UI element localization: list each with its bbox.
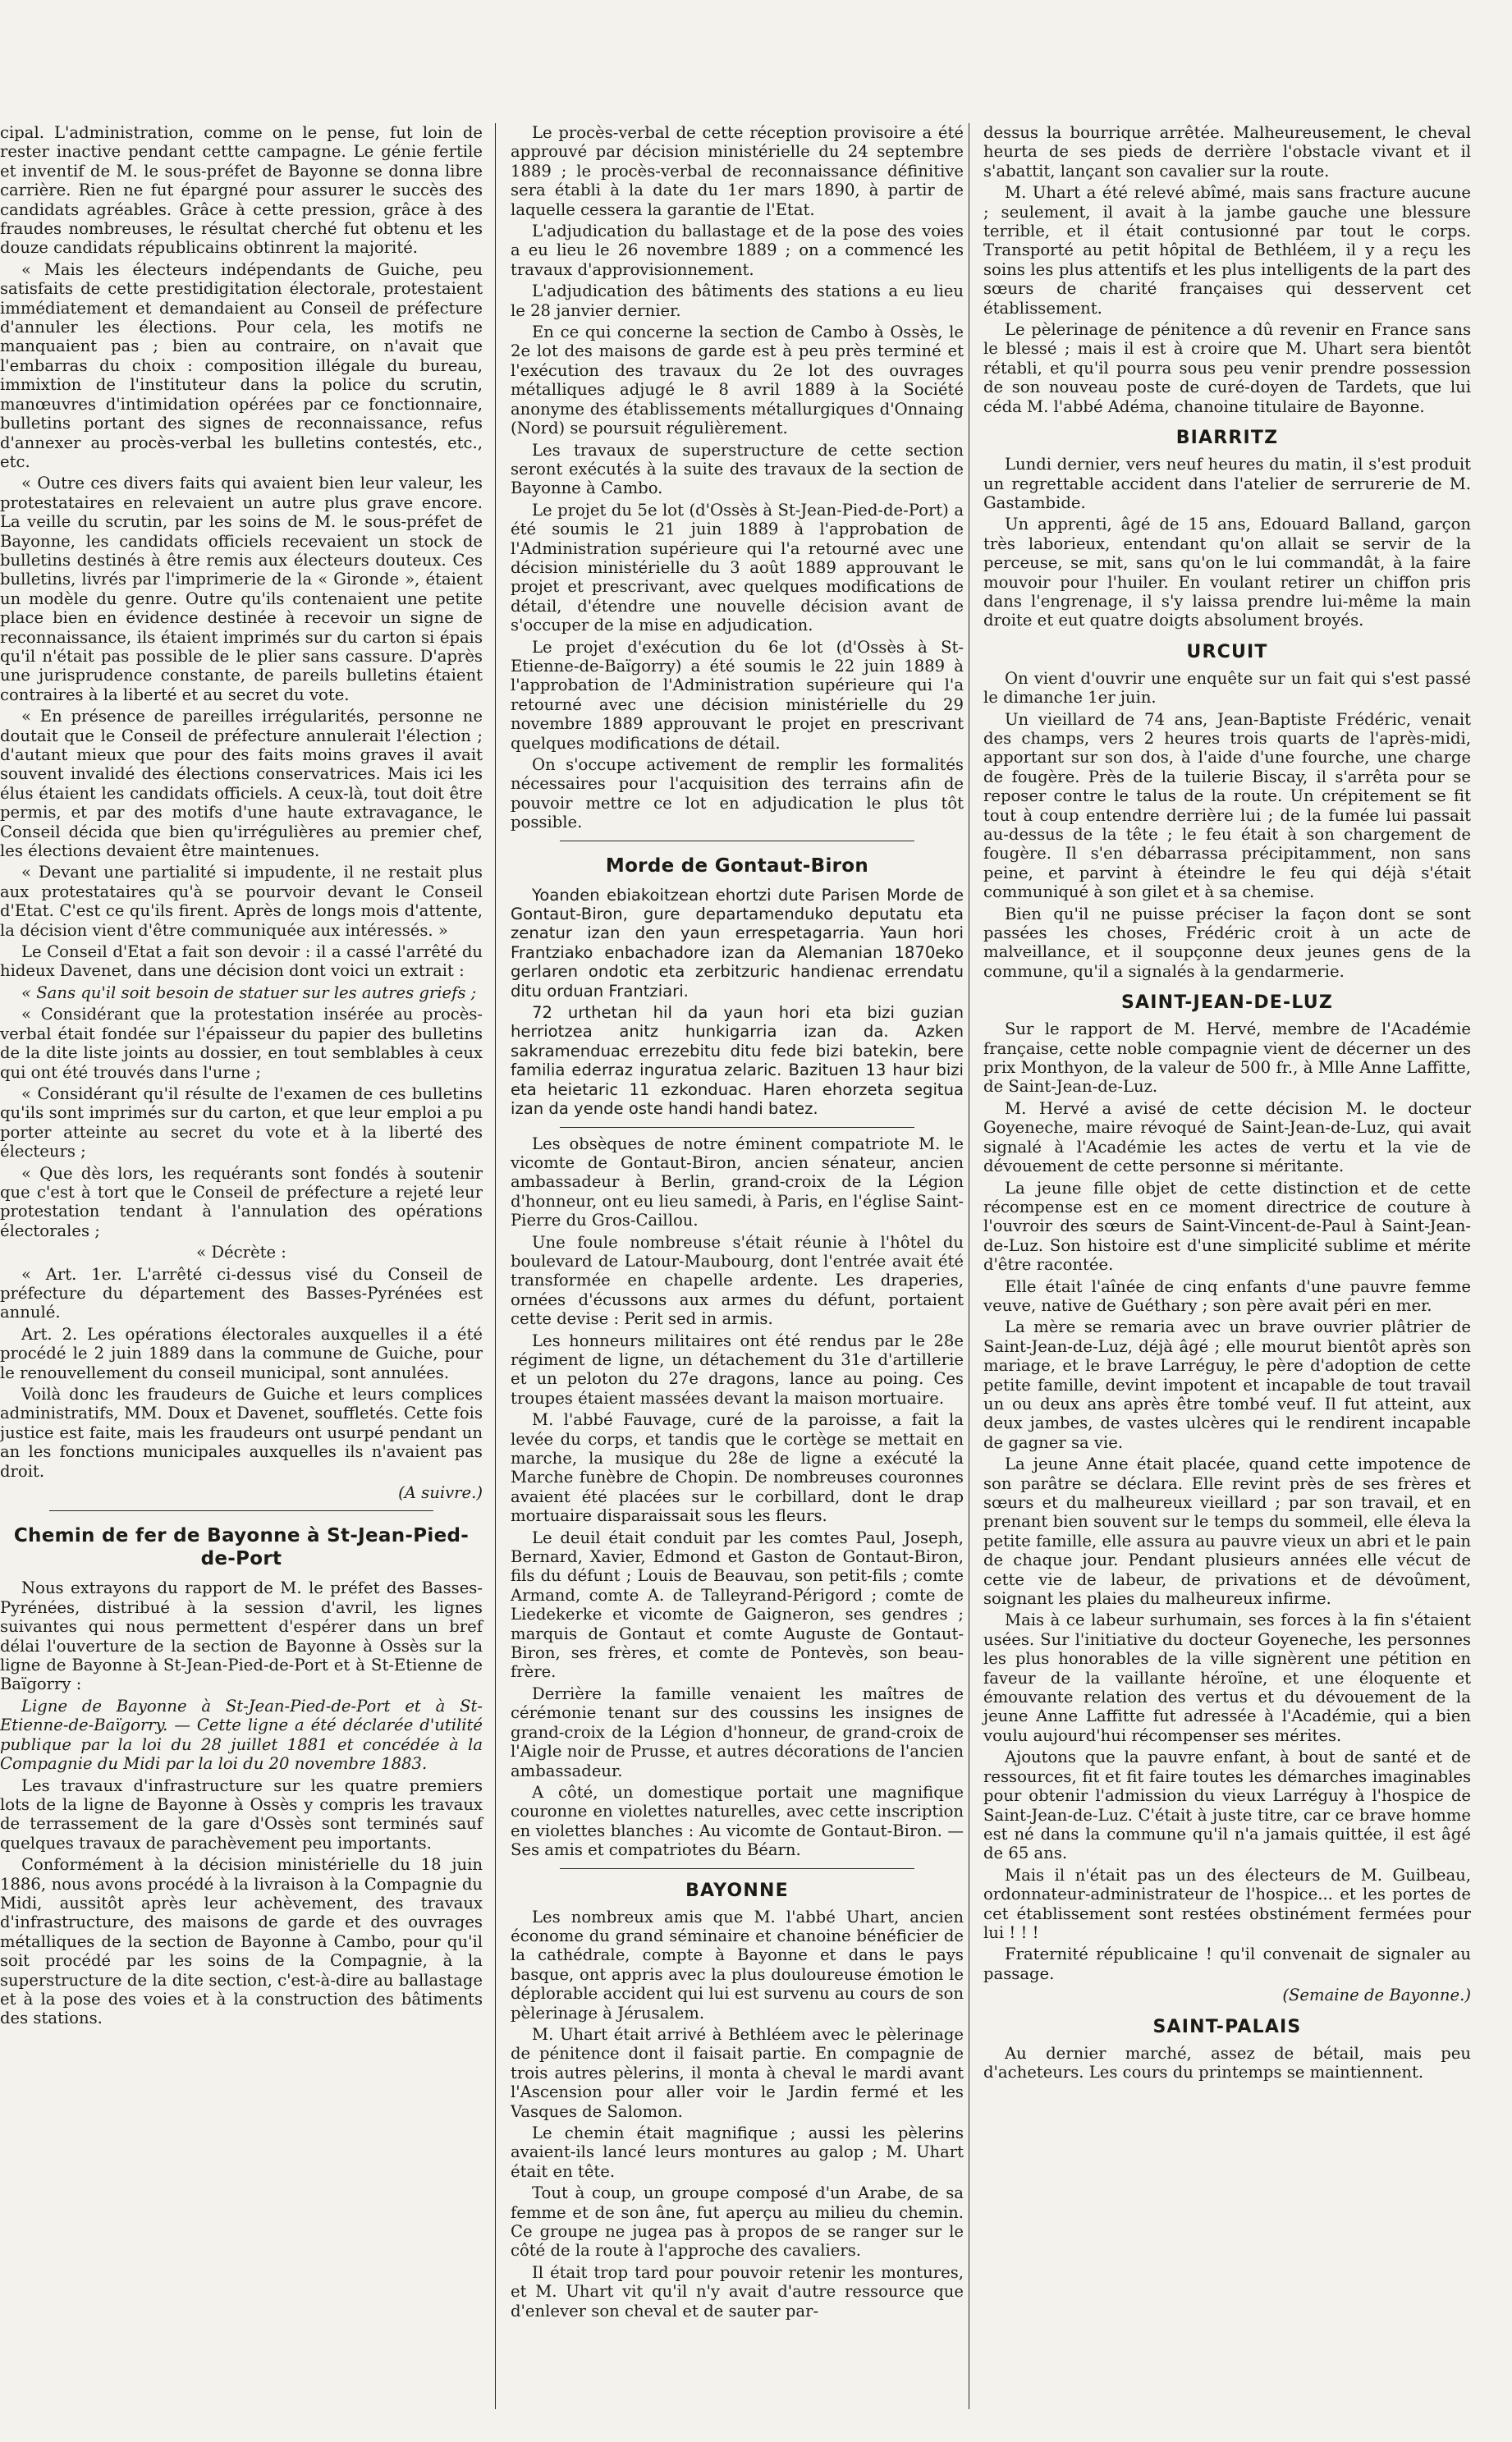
heading-bayonne: BAYONNE (685, 1880, 789, 1901)
article-paragraph: Voilà donc les fraudeurs de Guiche et leurs complices administratifs, MM. Doux et Davenet, souffletés. Cette fois justice est faite, mais les fraudeurs ont usurpé pendant un an les fonctions municipales auxquelles ils n'avaient pas droit. (0, 1385, 483, 1481)
article-paragraph: M. Uhart était arrivé à Bethléem avec le pèlerinage de pénitence dont il faisait partie. En compagnie de trois autres pèlerins, il monta à cheval le mardi avant l'Ascension pour aller voir le Jardin fermé et les Vasques de Salomon. (511, 2024, 964, 2121)
article-paragraph: Lundi dernier, vers neuf heures du matin, il s'est produit un regrettable accident dans l'atelier de serrurerie de M. Gastambide. (983, 455, 1471, 512)
article-paragraph: Ajoutons que la pauvre enfant, à bout de santé et de ressources, fit et fit faire toutes les démarches imaginables pour obtenir l'admission du vieux Larréguy à l'hospice de Saint-Jean-de-Luz. C'était à juste titre, car ce brave homme est né dans la commune qu'il n'a jamais quittée, il est âgé de 65 ans. (983, 1748, 1471, 1863)
article-paragraph: L'adjudication du ballastage et de la pose des voies a eu lieu le 26 novembre 1889 ; on a commencé les travaux d'approvisionnement. (511, 222, 964, 279)
heading-saint-palais: SAINT-PALAIS (1152, 2016, 1302, 2037)
article-paragraph: Derrière la famille venaient les maîtres de cérémonie tenant sur des coussins les insignes de grand-croix de la Légion d'honneur, de grand-croix de l'Aigle noir de Prusse, et autres décorations de l'ancien ambassadeur. (511, 1684, 964, 1780)
article-paragraph: dessus la bourrique arrêtée. Malheureusement, le cheval heurta de ses pieds de derrière l'obstacle vivant et il s'abattit, lançant son cavalier sur la route. (983, 123, 1471, 181)
heading-railway: Chemin de fer de Bayonne à St-Jean-Pied-de-Port (13, 1525, 470, 1570)
article-paragraph: Le procès-verbal de cette réception provisoire a été approuvé par décision ministérielle du 24 septembre 1889 ; le procès-verbal de reconnaissance définitive sera établi à la date du 1er mars 1890, à partir de laquelle cessera la garantie de l'Etat. (511, 123, 964, 219)
article-paragraph: Nous extrayons du rapport de M. le préfet des Basses-Pyrénées, distribué à la session d'avril, les lignes suivantes qui nous permettent d'espérer dans un bref délai l'ouverture de la section de Bayonne à Ossès sur la ligne de Bayonne à St-Jean-Pied-de-Port et à St-Etienne de Baïgorry : (0, 1578, 483, 1694)
article-paragraph: Les obsèques de notre éminent compatriote M. le vicomte de Gontaut-Biron, ancien sénateur, ancien ambassadeur à Berlin, grand-croix de la Légion d'honneur, ont eu lieu samedi, à Paris, en l'église Saint-Pierre du Gros-Caillou. (511, 1134, 964, 1230)
article-paragraph: M. Hervé a avisé de cette décision M. le docteur Goyeneche, maire révoqué de Saint-Jean-de-Luz, qui avait signalé à l'Académie les actes de vertu et la vie de dévouement de cette personne si méritante. (983, 1098, 1471, 1176)
article-paragraph: Bien qu'il ne puisse préciser la façon dont se sont passées les choses, Frédéric croit à un acte de malveillance, et il soupçonne deux jeunes gens de la commune, qu'il a signalés à la gendarmerie. (983, 904, 1471, 981)
article-paragraph: On vient d'ouvrir une enquête sur un fait qui s'est passé le dimanche 1er juin. (983, 668, 1471, 708)
column-right (972, 123, 1481, 2409)
article-paragraph: Elle était l'aînée de cinq enfants d'une pauvre femme veuve, native de Guéthary ; son père avait péri en mer. (983, 1276, 1471, 1315)
article-paragraph: L'adjudication des bâtiments des stations a eu lieu le 28 janvier dernier. (511, 282, 964, 320)
article-paragraph: Yoanden ebiakoitzean ehortzi dute Parisen Morde de Gontaut-Biron, gure departamenduko deputatu eta zenatur izan den yaun errespetagarria. Yaun hori Frantziako enbachadore izan da Alemanian 1870eko gerlaren ondotic eta zerbitzuric handienac errendatu ditu orduan Frantziari. (511, 885, 964, 1001)
article-paragraph: Les nombreux amis que M. l'abbé Uhart, ancien économe du grand séminaire et chanoine bénéficier de la cathédrale, compte à Bayonne et dans le pays basque, ont appris avec la plus douloureuse émotion le déplorable accident qui lui est survenu au cours de son pèlerinage à Jérusalem. (511, 1907, 964, 2023)
article-paragraph: « Sans qu'il soit besoin de statuer sur les autres griefs ; (21, 983, 477, 1002)
article-paragraph: Art. 2. Les opérations électorales auxquelles il a été procédé le 2 juin 1889 dans la commune de Guiche, pour le renouvellement du conseil municipal, sont annulées. (0, 1324, 483, 1382)
article-paragraph: La jeune Anne était placée, quand cette impotence de son parâtre se déclara. Elle revint près de ses frères et sœurs et du malheureux vieillard ; par son travail, et en prenant bien souvent sur le temps du sommeil, elle éleva la petite famille, elle assura au pauvre vieux un abri et le pain de chaque jour. Pendant plusieurs années elle vécut de cette vie de labeur, de privations et de dévoûment, soignant les plaies du malheureux infirme. (983, 1455, 1471, 1609)
article-paragraph: « Que dès lors, les requérants sont fondés à soutenir que c'est à tort que le Conseil de préfecture a rejeté leur protestation tendant à l'annulation des opérations électorales ; (0, 1163, 483, 1240)
column-rule (495, 123, 496, 2409)
article-paragraph: Mais à ce labeur surhumain, ses forces à la fin s'étaient usées. Sur l'initiative du docteur Goyeneche, les personnes les plus honorables de la ville signèrent une pétition en faveur de la vaillante héroïne, et une éloquente et émouvante relation des vertus et du dévouement de la jeune Anne Laffitte fut adressée à l'Académie, qui a bien voulu aujourd'hui récompenser ses mérites. (983, 1610, 1471, 1745)
article-paragraph: Une foule nombreuse s'était réunie à l'hôtel du boulevard de Latour-Maubourg, dont l'entrée avait été transformée en chapelle ardente. Les draperies, ornées d'écussons aux armes du défunt, portaient cette devise : Perit sed in armis. (511, 1232, 964, 1329)
article-paragraph: M. Uhart a été relevé abîmé, mais sans fracture aucune ; seulement, il avait à la jambe gauche une blessure terrible, et il était contusionné par tout le corps. Transporté au petit hôpital de Bethléem, il y a reçu les soins les plus attentifs et les plus intelligents de la part des sœurs de charité françaises qui desservent cet établissement. (983, 183, 1471, 318)
heading-biarritz: BIARRITZ (1175, 428, 1279, 449)
article-paragraph: La jeune fille objet de cette distinction et de cette récompense est en ce moment directrice de couture à l'ouvroir des sœurs de Saint-Vincent-de-Paul à Saint-Jean-de-Luz. Son histoire est d'une simplicité sublime et mérite d'être racontée. (983, 1178, 1471, 1275)
article-paragraph: A côté, un domestique portait une magnifique couronne en violettes naturelles, avec cette inscription en violettes blanches : Au vicomte de Gontaut-Biron. — Ses amis et compatriotes du Béarn. (511, 1782, 964, 1860)
column-left (0, 123, 491, 2409)
article-paragraph: Au dernier marché, assez de bétail, mais peu d'acheteurs. Les cours du printemps se maintiennent. (983, 2043, 1471, 2082)
article-paragraph: Le Conseil d'Etat a fait son devoir : il a cassé l'arrêté du hideux Davenet, dans une décision dont voici un extrait : (0, 942, 483, 981)
article-paragraph: Mais il n'était pas un des électeurs de M. Guilbeau, ordonnateur-administrateur de l'hospice... et les portes de cet établissement sont restées obstinément fermées pour lui ! ! ! (983, 1865, 1471, 1942)
article-paragraph: Les travaux d'infrastructure sur les quatre premiers lots de la ligne de Bayonne à Ossès y compris les travaux de terrassement de la gare d'Ossès sont terminés sauf quelques travaux de parachèvement peu importants. (0, 1775, 483, 1853)
heading-saint-jean-de-luz: SAINT-JEAN-DE-LUZ (1120, 992, 1334, 1014)
article-paragraph: « Considérant que la protestation insérée au procès-verbal était fondée sur l'épaisseur du papier des bulletins de la dite liste joints au dossier, en tout semblables à ceux qui ont été trouvés dans l'urne ; (0, 1005, 483, 1082)
column-middle (501, 123, 974, 2409)
article-paragraph: Tout à coup, un groupe composé d'un Arabe, de sa femme et de son âne, fut aperçu au milieu du chemin. Ce groupe ne jugea pas à propos de se ranger sur le côté de la route à l'approche des cavaliers. (511, 2183, 964, 2261)
section-divider (560, 1868, 914, 1869)
article-paragraph: cipal. L'administration, comme on le pense, fut loin de rester inactive pendant cettte campagne. Le génie fertile et inventif de M. le sous-préfet de Bayonne se donna libre carrière. Rien ne fut épargné pour assurer le succès des candidats agréables. Grâce à cette pression, grâce à des fraudes nombreuses, le résultat cherché fut obtenu et les douze candidats républicains obtinrent la majorité. (0, 123, 483, 258)
article-paragraph: Le deuil était conduit par les comtes Paul, Joseph, Bernard, Xavier, Edmond et Gaston de Gontaut-Biron, fils du défunt ; Louis de Beauvau, son petit-fils ; comte Armand, comte A. de Talleyrand-Périgord ; comte de Liedekerke et vicomte de Gaigneron, ses gendres ; marquis de Gontaut et comte Auguste de Gontaut-Biron, ses frères, et comte de Pontevès, son beau-frère. (511, 1528, 964, 1682)
article-signoff: (Semaine de Bayonne.) (1282, 1986, 1471, 2005)
article-paragraph: « Mais les électeurs indépendants de Guiche, peu satisfaits de cette prestidigitation électorale, protestaient immédiatement et demandaient au Conseil de préfecture d'annuler les élections. Pour cela, les motifs ne manquaient pas ; bien au contraire, on n'avait que l'embarras du choix : composition illégale du bureau, immixtion de l'instituteur dans la police du scrutin, manœuvres d'intimidation opérées par ce fonctionnaire, bulletins portant des signes de reconnaissance, refus d'annexer au procès-verbal les bulletins contestés, etc., etc. (0, 259, 483, 471)
heading-gontaut: Morde de Gontaut-Biron (605, 854, 869, 877)
article-paragraph: Les travaux de superstructure de cette section seront exécutés à la suite des travaux de la section de Bayonne à Cambo. (511, 440, 964, 498)
article-paragraph: « Décrète : (196, 1243, 286, 1262)
article-paragraph: Le chemin était magnifique ; aussi les pèlerins avaient-ils lancé leurs montures au galop ; M. Uhart était en tête. (511, 2124, 964, 2181)
article-paragraph: En ce qui concerne la section de Cambo à Ossès, le 2e lot des maisons de garde est à peu près terminé et l'exécution des travaux du 2e lot des ouvrages métalliques adjugé le 8 avril 1889 à la Société anonyme des établissements métallurgiques d'Onnaing (Nord) se poursuit régulièrement. (511, 323, 964, 438)
section-divider (560, 1127, 914, 1128)
article-paragraph: « Considérant qu'il résulte de l'examen de ces bulletins qu'ils sont imprimés sur du carton, et que leur emploi a pu porter atteinte au secret du vote et à la liberté des électeurs ; (0, 1084, 483, 1161)
article-paragraph: « Art. 1er. L'arrêté ci-dessus visé du Conseil de préfecture du département des Basses-Pyrénées est annulé. (0, 1264, 483, 1322)
article-paragraph: « En présence de pareilles irrégularités, personne ne doutait que le Conseil de préfecture annulerait l'élection ; d'autant mieux que pour des faits moins graves il avait souvent invalidé des élections conservatrices. Mais ici les élus étaient les candidats officiels. A ceux-là, tout doit être permis, et par des motifs d'une haute extravagance, le Conseil décida que bien qu'irrégulières au premier chef, les élections devaient être maintenues. (0, 707, 483, 861)
article-paragraph: Un vieillard de 74 ans, Jean-Baptiste Frédéric, venait des champs, vers 2 heures trois quarts de l'après-midi, apportant sur son dos, à l'aide d'une fourche, une charge de fougère. Près de la tuilerie Biscay, il s'arrêta pour se reposer contre le talus de la route. Un crépitement se fit tout à coup entendre derrière lui ; de la fumée lui passait au-dessus de la tête ; le feu était à son chargement de fougère. Il s'en débarrassa précipitamment, non sans peine, et parvint à éteindre le feu qui déjà s'était communiqué à son gilet et à sa chemise. (983, 709, 1471, 902)
article-paragraph: Le projet du 5e lot (d'Ossès à St-Jean-Pied-de-Port) a été soumis le 21 juin 1889 à l'approbation de l'Administration supérieure qui l'a retourné avec une décision ministérielle du 3 août 1889 approuvant le projet et prescrivant, avec quelques modifications de détail, d'étendre une nouvelle décision avant de s'occuper de la mise en adjudication. (511, 500, 964, 635)
article-paragraph: Ligne de Bayonne à St-Jean-Pied-de-Port et à St-Etienne-de-Baïgorry. — Cette ligne a été déclarée d'utilité publique par la loi du 28 juillet 1881 et concédée à la Compagnie du Midi par la loi du 20 novembre 1883. (0, 1696, 483, 1774)
article-signoff: (A suivre.) (398, 1483, 483, 1503)
article-paragraph: Les honneurs militaires ont été rendus par le 28e régiment de ligne, un détachement du 31e d'artillerie et un peloton du 27e dragons, lance au poing. Ces troupes étaient massées devant la maison mortuaire. (511, 1331, 964, 1408)
article-paragraph: « Outre ces divers faits qui avaient bien leur valeur, les protestataires en relevaient un autre plus grave encore. La veille du scrutin, par les soins de M. le sous-préfet de Bayonne, les candidats officiels recevaient un stock de bulletins destinés à être remis aux électeurs douteux. Ces bulletins, livrés par l'imprimerie de la « Gironde », étaient un modèle du genre. Outre qu'ils contenaient une petite place bien en évidence destinée à recevoir un signe de reconnaissance, ils étaient imprimés sur du carton si épais qu'il n'était pas possible de le plier sans cassure. D'après une jurisprudence constante, de pareils bulletins étaient contraires à la liberté et au secret du vote. (0, 474, 483, 704)
article-paragraph: Conformément à la décision ministérielle du 18 juin 1886, nous avons procédé à la livraison à la Compagnie du Midi, aussitôt après leur achèvement, des travaux d'infrastructure, des maisons de garde et des ouvrages métalliques de la section de Bayonne à Cambo, pour qu'il soit procédé par les soins de la Compagnie, à la superstructure de la dite section, c'est-à-dire au ballastage et à la pose des voies et à la construction des bâtiments des stations. (0, 1855, 483, 2028)
article-paragraph: Le projet d'exécution du 6e lot (d'Ossès à St-Etienne-de-Baïgorry) a été soumis le 22 juin 1889 à l'approbation de l'Administration supérieure qui l'a retourné avec une décision ministérielle du 29 novembre 1889 approuvant le projet en prescrivant quelques modifications de détail. (511, 637, 964, 753)
article-paragraph: « Devant une partialité si impudente, il ne restait plus aux protestataires qu'à se pourvoir devant le Conseil d'Etat. C'est ce qu'ils firent. Après de longs mois d'attente, la décision vient d'être communiquée aux intéressés. » (0, 863, 483, 940)
heading-urcuit: URCUIT (1186, 641, 1268, 662)
article-paragraph: On s'occupe activement de remplir les formalités nécessaires pour l'acquisition des terrains afin de pouvoir mettre ce lot en adjudication le plus tôt possible. (511, 755, 964, 832)
article-paragraph: Un apprenti, âgé de 15 ans, Edouard Balland, garçon très laborieux, entendant qu'on allait se servir de la perceuse, se mit, sans qu'on le lui commandât, à la faire mouvoir pour l'huiler. En voulant retirer un chiffon pris dans l'engrenage, il s'y laissa prendre lui-même la main droite et eut quatre doigts absolument broyés. (983, 515, 1471, 630)
article-paragraph: Le pèlerinage de pénitence a dû revenir en France sans le blessé ; mais il est à croire que M. Uhart sera bientôt rétabli, et qu'il pourra sous peu venir prendre possession de son nouveau poste de curé-doyen de Tardets, que lui céda M. l'abbé Adéma, chanoine titulaire de Bayonne. (983, 320, 1471, 416)
article-paragraph: Sur le rapport de M. Hervé, membre de l'Académie française, cette noble compagnie vient de décerner un des prix Monthyon, de la valeur de 500 fr., à Mlle Anne Laffitte, de Saint-Jean-de-Luz. (983, 1019, 1471, 1097)
section-divider (49, 1510, 433, 1511)
article-paragraph: M. l'abbé Fauvage, curé de la paroisse, a fait la levée du corps, et tandis que le cortège se mettait en marche, la musique du 28e de ligne a exécuté la Marche funèbre de Chopin. De nombreuses couronnes avaient été placées sur le corbillard, dont le drap mortuaire disparaissait sous les fleurs. (511, 1410, 964, 1526)
article-paragraph: 72 urthetan hil da yaun hori eta bizi guzian herriotzea anitz hunkigarria izan da. Azken sakramenduac errezebitu ditu fede bizi batekin, bere familia ederraz inguratua zelaric. Bazituen 13 haur bizi eta heietaric 11 ezkonduac. Haren ehorzeta segitua izan da yende oste handi handi batez. (511, 1003, 964, 1119)
article-paragraph: La mère se remaria avec un brave ouvrier plâtrier de Saint-Jean-de-Luz, déjà âgé ; elle mourut bientôt après son mariage, et le brave Larréguy, le père d'adoption de cette petite famille, devint impotent et incapable de tout travail un ou deux ans après être tombé veuf. Il fut atteint, aux deux jambes, de vastes ulcères qui le rendirent incapable de gagner sa vie. (983, 1317, 1471, 1452)
article-paragraph: Il était trop tard pour pouvoir retenir les montures, et M. Uhart vit qu'il n'y avait d'autre ressource que d'enlever son cheval et de sauter par- (511, 2262, 964, 2321)
article-paragraph: Fraternité républicaine ! qu'il convenait de signaler au passage. (983, 1945, 1471, 1983)
